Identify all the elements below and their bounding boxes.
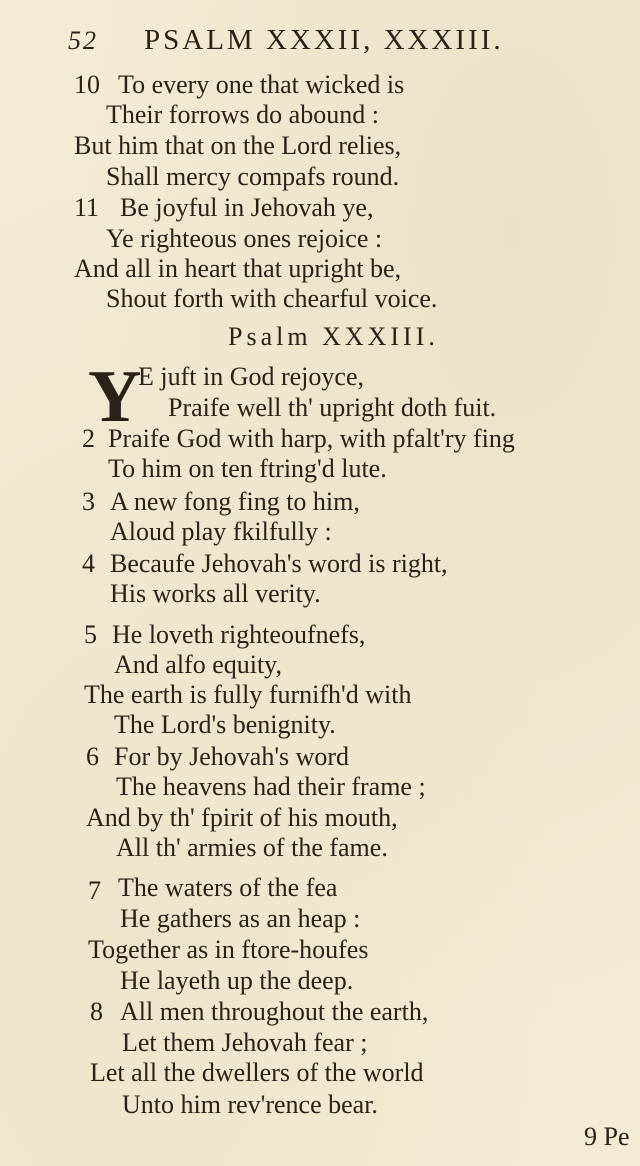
verse-line: The earth is fully furnifh'd with	[84, 680, 412, 709]
drop-cap: Y	[88, 356, 142, 438]
verse-line: But him that on the Lord relies,	[74, 131, 402, 160]
verse-number: 7	[88, 876, 101, 905]
catchword: 9 Pe	[584, 1122, 630, 1151]
verse-line: He gathers as an heap :	[120, 904, 361, 933]
verse-line: A new fong fing to him,	[110, 487, 360, 516]
verse-number: 5	[84, 620, 97, 649]
verse-number: 10	[74, 70, 100, 99]
verse-line: To him on ten ftring'd lute.	[108, 454, 387, 483]
verse-number: 4	[82, 549, 95, 578]
verse-line: Praife well th' upright doth fuit.	[168, 393, 497, 422]
verse-line: Shall mercy compafs round.	[106, 162, 400, 191]
running-header	[68, 22, 588, 62]
verse-line: All men throughout the earth,	[120, 997, 429, 1026]
verse-line: Becaufe Jehovah's word is right,	[110, 549, 448, 578]
verse-line: To every one that wicked is	[118, 70, 405, 99]
verse-number: 8	[90, 997, 103, 1026]
verse-line: And alfo equity,	[114, 650, 282, 679]
verse-number: 2	[82, 424, 95, 453]
verse-line: E juft in God rejoyce,	[138, 362, 364, 391]
verse-line: All th' armies of the fame.	[116, 833, 388, 862]
verse-number: 11	[74, 193, 100, 222]
verse-line: The Lord's benignity.	[114, 710, 336, 739]
verse-line: Shout forth with chearful voice.	[106, 284, 438, 313]
verse-line: Let all the dwellers of the world	[90, 1058, 424, 1087]
psalm-title: Psalm XXXIII.	[228, 322, 439, 351]
verse-line: Their forrows do abound :	[106, 100, 379, 129]
verse-line: The heavens had their frame ;	[116, 772, 426, 801]
verse-line: Together as in ftore-houfes	[88, 935, 369, 964]
verse-number: 3	[82, 487, 95, 516]
verse-line: Be joyful in Jehovah ye,	[120, 193, 374, 222]
verse-line: His works all verity.	[110, 579, 321, 608]
verse-line: He layeth up the deep.	[120, 966, 354, 995]
verse-line: And by th' fpirit of his mouth,	[86, 803, 398, 832]
verse-line: Unto him rev'rence bear.	[122, 1090, 378, 1119]
verse-line: Ye righteous ones rejoice :	[106, 224, 383, 253]
verse-line: He loveth righteoufnefs,	[112, 620, 366, 649]
verse-line: Aloud play fkilfully :	[110, 517, 332, 546]
verse-line: The waters of the fea	[118, 873, 338, 902]
running-title: PSALM XXXII, XXXIII.	[144, 24, 504, 56]
verse-line: Let them Jehovah fear ;	[122, 1028, 368, 1057]
verse-number: 6	[86, 742, 99, 771]
verse-line: Praife God with harp, with pfalt'ry fing	[108, 424, 515, 453]
page-number: 52	[68, 26, 98, 55]
verse-line: And all in heart that upright be,	[74, 254, 402, 283]
verse-line: For by Jehovah's word	[114, 742, 350, 771]
